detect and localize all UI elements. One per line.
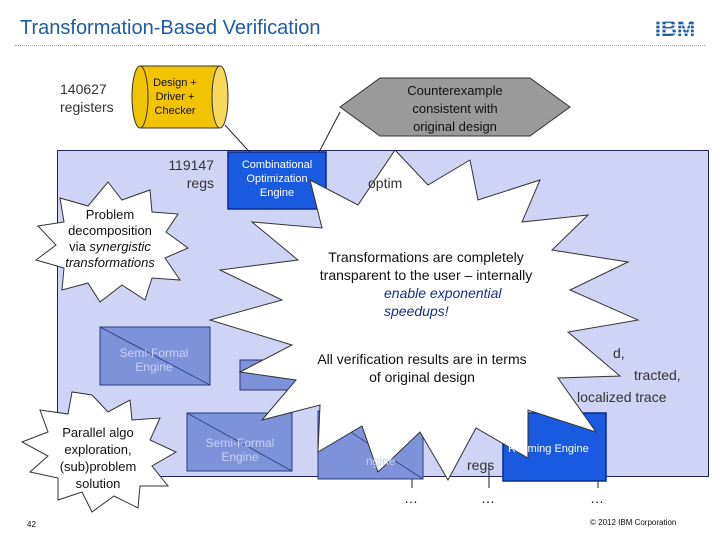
page-number: 42 bbox=[27, 520, 36, 529]
semi-formal-line: Engine bbox=[135, 360, 173, 374]
registers-unit: registers bbox=[60, 99, 114, 115]
semi-formal-line: Engine bbox=[221, 450, 259, 464]
callout-italic-line: speedups! bbox=[384, 303, 449, 319]
engine-fragment: ngine bbox=[366, 454, 396, 468]
retiming-engine-label: Retiming Engine bbox=[508, 443, 589, 455]
ellipsis: … bbox=[404, 490, 419, 506]
results-line: All verification results are in terms bbox=[317, 351, 527, 367]
results-line: of original design bbox=[369, 369, 475, 385]
semi-formal-line: Semi-Formal bbox=[205, 436, 275, 450]
regs-119147-unit: regs bbox=[186, 175, 214, 191]
regs-119147-value: 119147 bbox=[168, 157, 214, 173]
optimized-fragment: optim bbox=[368, 175, 403, 191]
combinational-line: Combinational bbox=[241, 159, 313, 171]
problem-line: decomposition bbox=[68, 223, 152, 238]
right-fragment-3: localized trace bbox=[577, 389, 667, 405]
problem-decomposition-text bbox=[52, 207, 168, 271]
registers-value: 140627 bbox=[60, 81, 107, 97]
counterexample-label bbox=[372, 82, 538, 136]
counterexample-line: Counterexample bbox=[407, 83, 503, 98]
cylinder-line: Driver + bbox=[155, 91, 195, 103]
problem-line: Problem bbox=[85, 207, 135, 222]
semi-formal-line: Semi-Formal bbox=[119, 346, 189, 360]
page-title: Transformation-Based Verification bbox=[20, 17, 321, 39]
problem-line: transformations bbox=[65, 255, 155, 270]
combinational-line: Optimization bbox=[246, 173, 308, 185]
regs-119147 bbox=[150, 156, 214, 192]
parallel-line: (sub)problem bbox=[59, 459, 137, 474]
ellipsis: … bbox=[481, 490, 496, 506]
copyright: © 2012 IBM Corporation bbox=[590, 518, 677, 527]
problem-line: via bbox=[69, 239, 90, 254]
counterexample-line: original design bbox=[413, 119, 497, 134]
connector-line bbox=[316, 112, 340, 158]
right-fragment-2: tracted, bbox=[634, 367, 681, 383]
ellipsis: … bbox=[590, 490, 605, 506]
cylinder-line: Checker bbox=[154, 105, 196, 117]
right-fragment-1: d, bbox=[613, 345, 625, 361]
results-callout-text bbox=[296, 350, 548, 386]
regs-fragment: regs bbox=[467, 457, 495, 473]
combinational-engine-label bbox=[228, 158, 326, 200]
checker-cylinder bbox=[140, 76, 210, 118]
semi-formal-engine-bottom-label bbox=[190, 436, 290, 464]
ibm-logo-text: IBM bbox=[654, 16, 696, 40]
callout-italic-line: enable exponential bbox=[384, 285, 502, 301]
transformations-callout-text bbox=[296, 248, 556, 320]
parallel-line: Parallel algo bbox=[62, 425, 134, 440]
parallel-line: solution bbox=[75, 476, 121, 491]
problem-italic-word: synergistic bbox=[89, 239, 151, 254]
parallel-line: exploration, bbox=[64, 442, 132, 457]
combinational-line: Engine bbox=[259, 187, 295, 199]
counterexample-line: consistent with bbox=[412, 101, 498, 116]
semi-formal-engine-left-label bbox=[104, 346, 204, 374]
parallel-algo-text bbox=[40, 424, 156, 492]
callout-line: transparent to the user – internally bbox=[319, 267, 533, 283]
cylinder-line: Design + bbox=[153, 77, 197, 89]
callout-line: Transformations are completely bbox=[328, 249, 524, 265]
